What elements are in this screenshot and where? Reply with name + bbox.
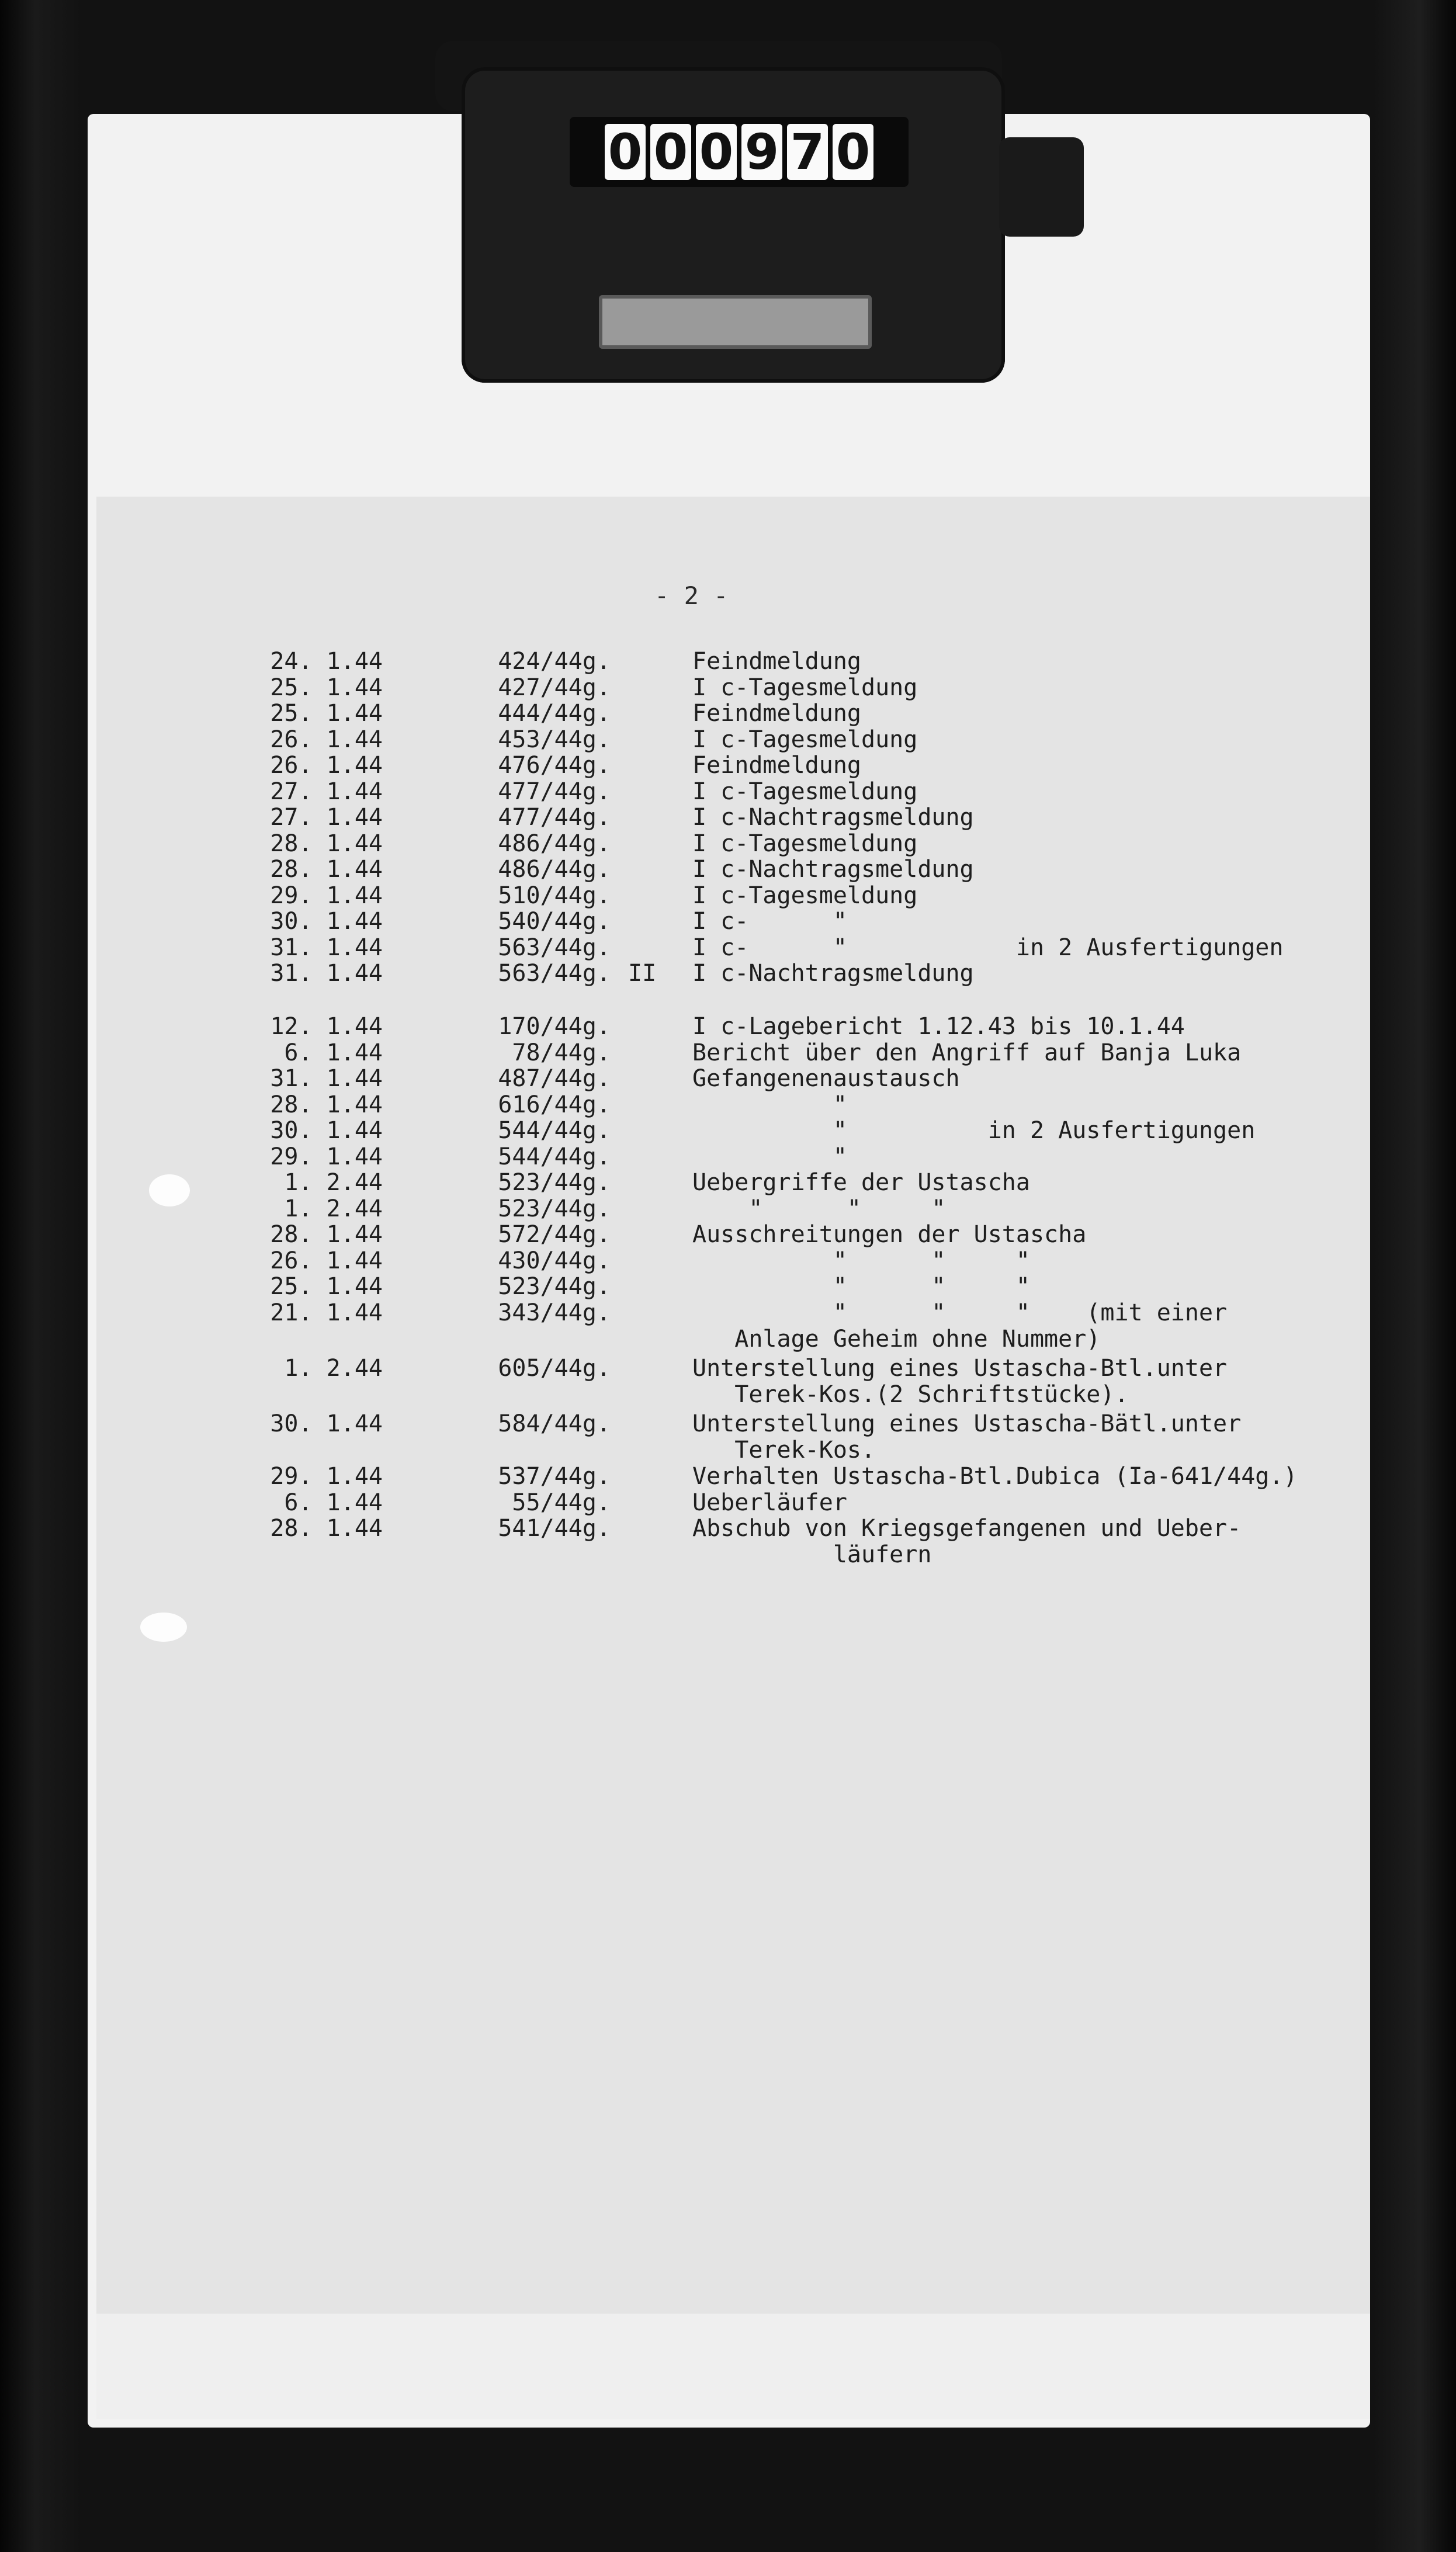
entry-number: 486/44g. bbox=[498, 830, 611, 857]
entry-number: 78/44g. bbox=[512, 1039, 611, 1066]
entry-number: 427/44g. bbox=[498, 674, 611, 701]
entry-description: Bericht über den Angriff auf Banja Luka bbox=[692, 1039, 1242, 1066]
entry-number: 541/44g. bbox=[498, 1515, 611, 1542]
entry-description: Terek-Kos. bbox=[692, 1437, 876, 1464]
entry-date: 1. 2.44 bbox=[284, 1169, 383, 1196]
entry-number: 476/44g. bbox=[498, 752, 611, 779]
entry-date: 31. 1.44 bbox=[270, 960, 383, 987]
entry-description: " bbox=[692, 1143, 847, 1170]
entry-number: 486/44g. bbox=[498, 856, 611, 883]
entry-date: 29. 1.44 bbox=[270, 1143, 383, 1170]
entry-date: 28. 1.44 bbox=[270, 1091, 383, 1118]
entry-date: 27. 1.44 bbox=[270, 778, 383, 805]
entry-description: " " " bbox=[692, 1247, 1030, 1274]
entry-date: 25. 1.44 bbox=[270, 1273, 383, 1300]
entry-description: Feindmeldung bbox=[692, 700, 861, 727]
entry-date: 28. 1.44 bbox=[270, 856, 383, 883]
entry-number: 510/44g. bbox=[498, 882, 611, 909]
entry-description: " bbox=[692, 1091, 847, 1118]
entry-description: läufern bbox=[692, 1541, 932, 1568]
entry-date: 28. 1.44 bbox=[270, 1221, 383, 1248]
entry-description: Anlage Geheim ohne Nummer) bbox=[692, 1326, 1101, 1353]
counter-digit: 0 bbox=[605, 124, 646, 180]
entry-date: 30. 1.44 bbox=[270, 908, 383, 935]
entry-date: 1. 2.44 bbox=[284, 1195, 383, 1222]
counter-digit: 0 bbox=[696, 124, 737, 180]
entry-description: Abschub von Kriegsgefangenen und Ueber- bbox=[692, 1515, 1242, 1542]
entry-date: 29. 1.44 bbox=[270, 1463, 383, 1490]
entry-date: 29. 1.44 bbox=[270, 882, 383, 909]
page-number: - 2 - bbox=[654, 581, 729, 610]
entry-description: Ausschreitungen der Ustascha bbox=[692, 1221, 1087, 1248]
entry-date: 6. 1.44 bbox=[284, 1489, 383, 1516]
entry-description: Gefangenenaustausch bbox=[692, 1065, 960, 1092]
entry-date: 27. 1.44 bbox=[270, 804, 383, 831]
entry-mark: II bbox=[628, 960, 657, 987]
entry-date: 25. 1.44 bbox=[270, 674, 383, 701]
entry-description: I c-Tagesmeldung bbox=[692, 726, 918, 753]
entry-description: I c-Tagesmeldung bbox=[692, 882, 918, 909]
entry-date: 6. 1.44 bbox=[284, 1039, 383, 1066]
entry-date: 30. 1.44 bbox=[270, 1117, 383, 1144]
entry-description: I c-Nachtragsmeldung bbox=[692, 960, 974, 987]
entry-description: Terek-Kos.(2 Schriftstücke). bbox=[692, 1381, 1129, 1408]
entry-number: 523/44g. bbox=[498, 1169, 611, 1196]
entry-description: " in 2 Ausfertigungen bbox=[692, 1117, 1256, 1144]
entry-description: Feindmeldung bbox=[692, 648, 861, 675]
counter-digit: 0 bbox=[833, 124, 873, 180]
entry-description: " " " (mit einer bbox=[692, 1299, 1228, 1326]
entry-number: 430/44g. bbox=[498, 1247, 611, 1274]
entry-description: I c-Tagesmeldung bbox=[692, 830, 918, 857]
entry-number: 540/44g. bbox=[498, 908, 611, 935]
entry-date: 31. 1.44 bbox=[270, 1065, 383, 1092]
entry-description: I c-Nachtragsmeldung bbox=[692, 804, 974, 831]
entry-date: 31. 1.44 bbox=[270, 934, 383, 961]
entry-number: 616/44g. bbox=[498, 1091, 611, 1118]
entry-number: 563/44g. bbox=[498, 934, 611, 961]
entry-date: 28. 1.44 bbox=[270, 1515, 383, 1542]
counter-digit: 0 bbox=[650, 124, 691, 180]
counter-digit: 9 bbox=[741, 124, 782, 180]
entry-description: Verhalten Ustascha-Btl.Dubica (Ia-641/44g.) bbox=[692, 1463, 1298, 1490]
entry-date: 26. 1.44 bbox=[270, 752, 383, 779]
entry-description: I c-Tagesmeldung bbox=[692, 778, 918, 805]
entry-description: I c- " in 2 Ausfertigungen bbox=[692, 934, 1284, 961]
entry-description: " " " bbox=[692, 1195, 946, 1222]
entry-number: 544/44g. bbox=[498, 1117, 611, 1144]
entry-number: 537/44g. bbox=[498, 1463, 611, 1490]
entry-description: I c-Nachtragsmeldung bbox=[692, 856, 974, 883]
counter-digit: 7 bbox=[787, 124, 828, 180]
entry-number: 170/44g. bbox=[498, 1013, 611, 1040]
entry-description: I c-Lagebericht 1.12.43 bis 10.1.44 bbox=[692, 1013, 1185, 1040]
entry-number: 563/44g. bbox=[498, 960, 611, 987]
entry-number: 444/44g. bbox=[498, 700, 611, 727]
entry-description: I c- " bbox=[692, 908, 847, 935]
entry-date: 12. 1.44 bbox=[270, 1013, 383, 1040]
entry-date: 28. 1.44 bbox=[270, 830, 383, 857]
entry-number: 477/44g. bbox=[498, 778, 611, 805]
entry-date: 26. 1.44 bbox=[270, 726, 383, 753]
entry-description: Feindmeldung bbox=[692, 752, 861, 779]
entry-number: 544/44g. bbox=[498, 1143, 611, 1170]
entry-date: 26. 1.44 bbox=[270, 1247, 383, 1274]
entry-description: I c-Tagesmeldung bbox=[692, 674, 918, 701]
entry-number: 453/44g. bbox=[498, 726, 611, 753]
entry-number: 523/44g. bbox=[498, 1273, 611, 1300]
entry-description: " " " bbox=[692, 1273, 1030, 1300]
entry-date: 25. 1.44 bbox=[270, 700, 383, 727]
entry-number: 605/44g. bbox=[498, 1355, 611, 1382]
entry-date: 30. 1.44 bbox=[270, 1410, 383, 1437]
entry-description: Uebergriffe der Ustascha bbox=[692, 1169, 1030, 1196]
entry-description: Unterstellung eines Ustascha-Btl.unter bbox=[692, 1355, 1228, 1382]
entry-description: Ueberläufer bbox=[692, 1489, 847, 1516]
entry-number: 343/44g. bbox=[498, 1299, 611, 1326]
entry-number: 55/44g. bbox=[512, 1489, 611, 1516]
entry-number: 477/44g. bbox=[498, 804, 611, 831]
entry-number: 487/44g. bbox=[498, 1065, 611, 1092]
entry-description: Unterstellung eines Ustascha-Bätl.unter bbox=[692, 1410, 1242, 1437]
entry-date: 21. 1.44 bbox=[270, 1299, 383, 1326]
entry-date: 24. 1.44 bbox=[270, 648, 383, 675]
entry-number: 572/44g. bbox=[498, 1221, 611, 1248]
entry-number: 523/44g. bbox=[498, 1195, 611, 1222]
entry-number: 424/44g. bbox=[498, 648, 611, 675]
entry-date: 1. 2.44 bbox=[284, 1355, 383, 1382]
entry-number: 584/44g. bbox=[498, 1410, 611, 1437]
